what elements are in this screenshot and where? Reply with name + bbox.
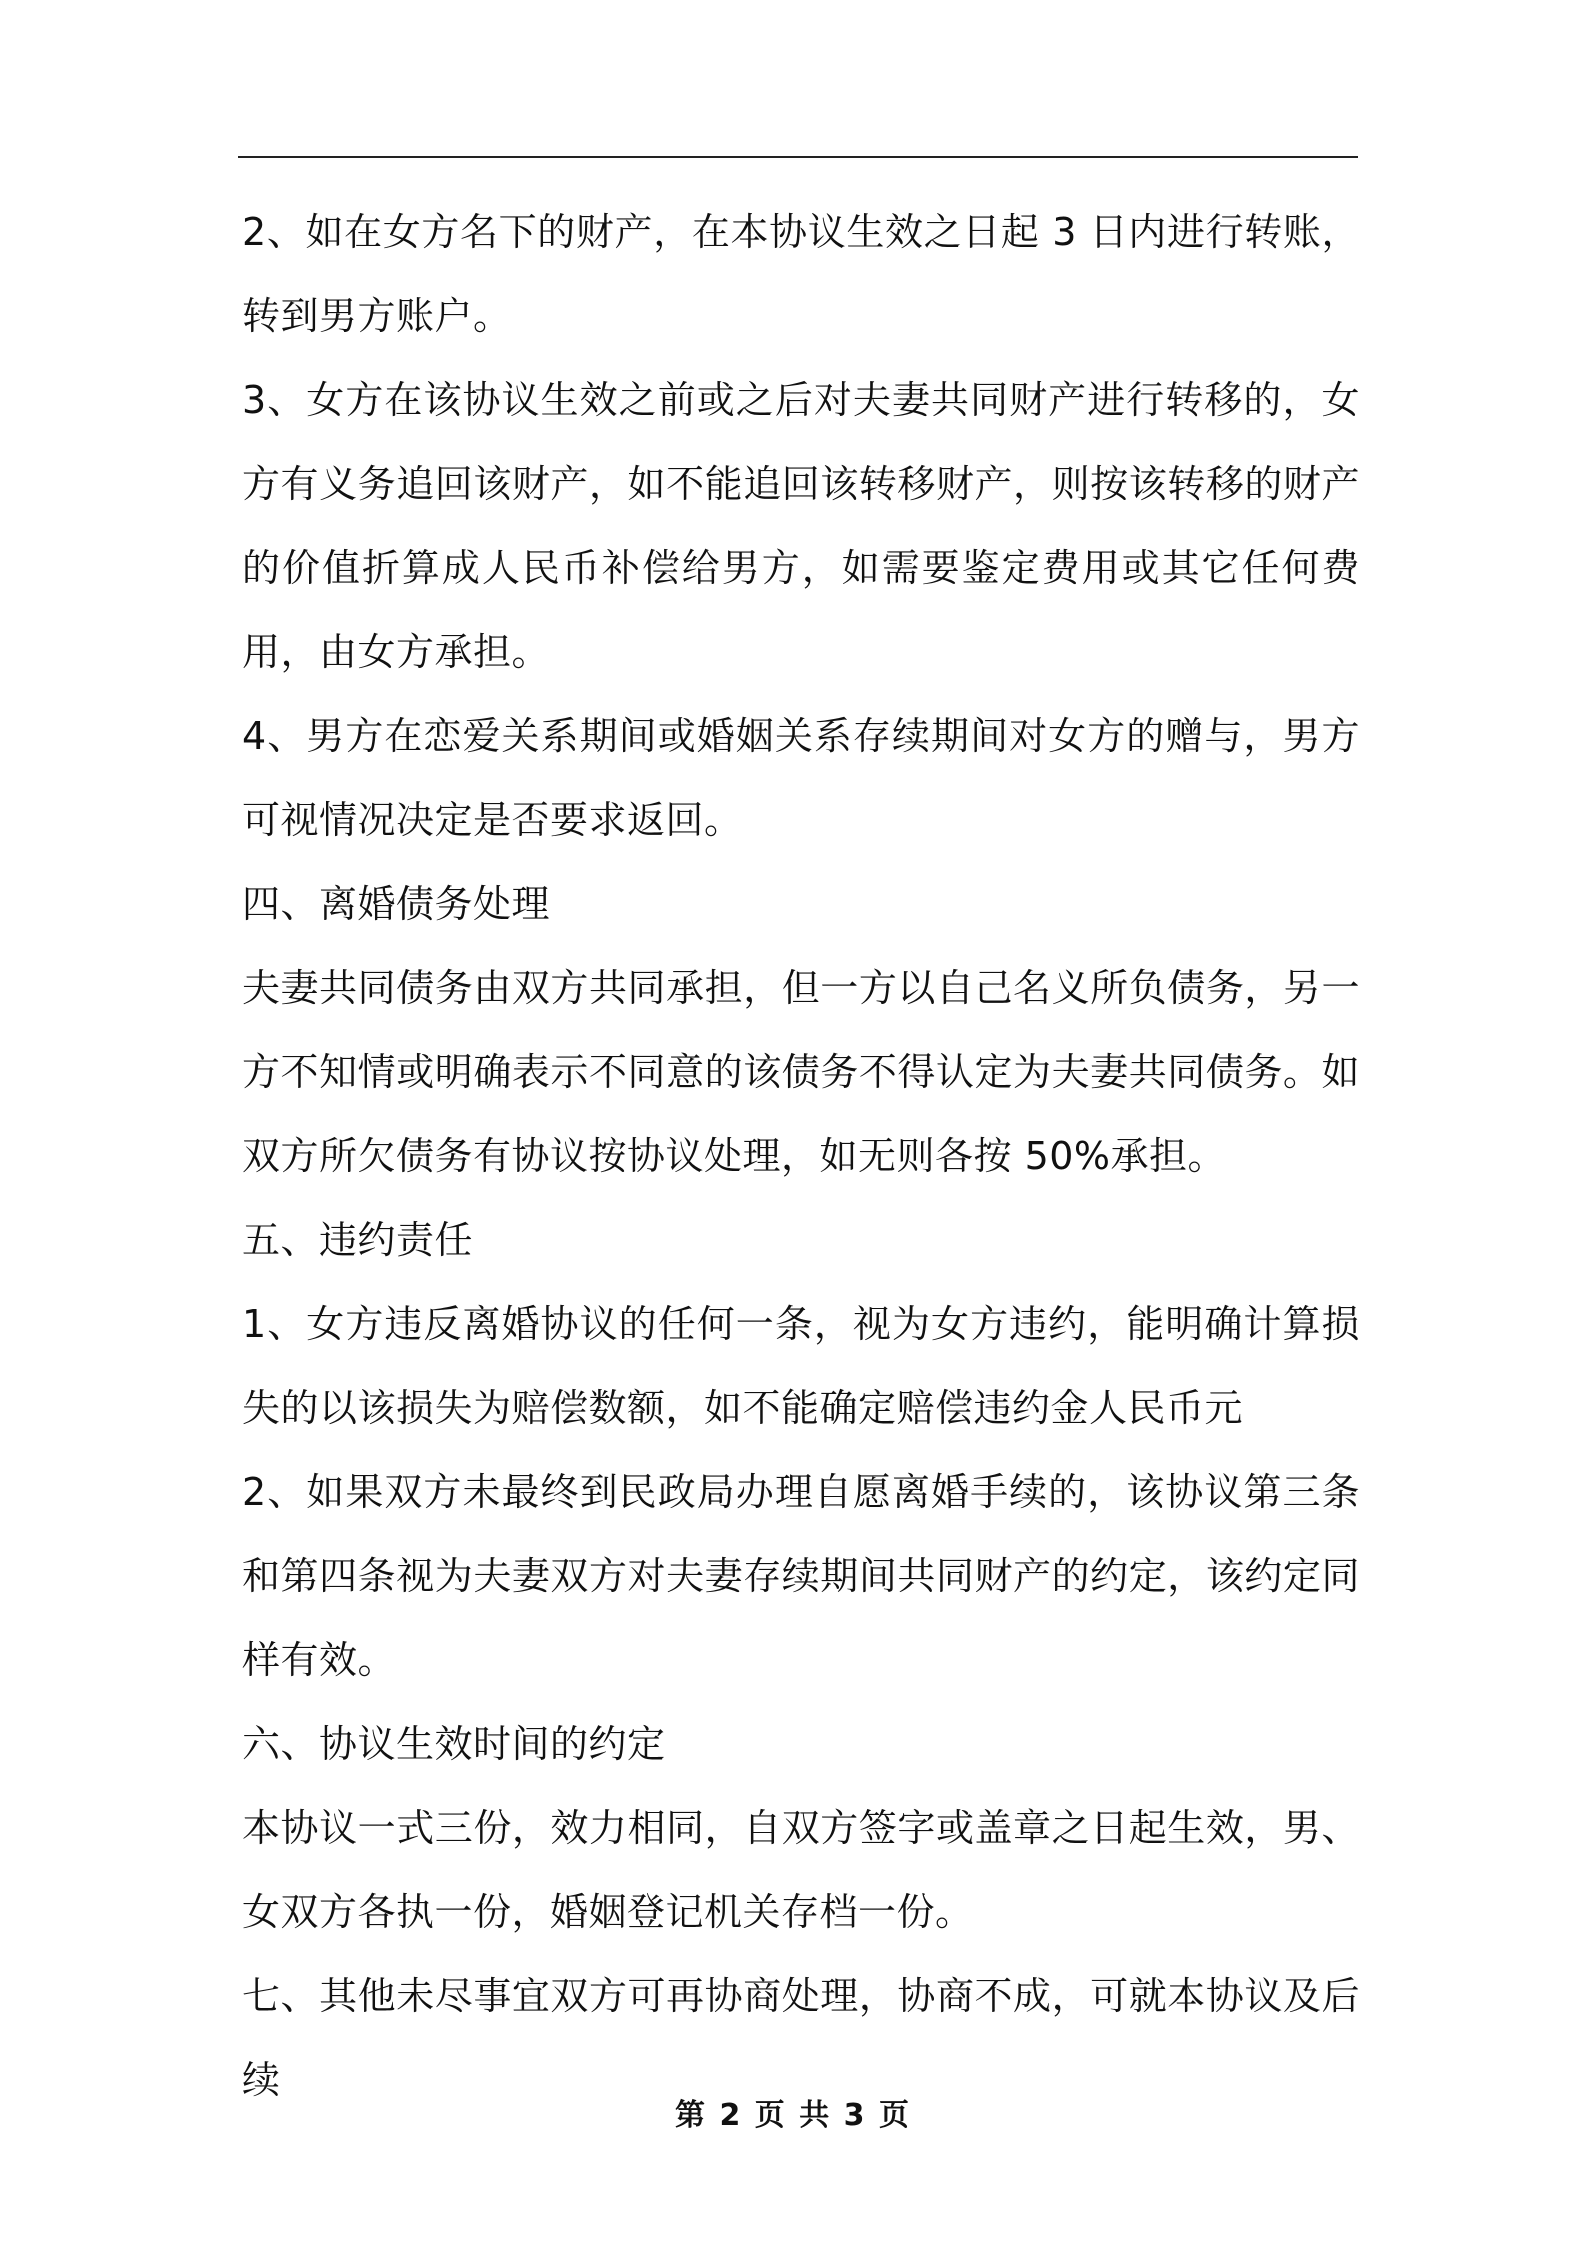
section-heading-breach: 五、违约责任 xyxy=(242,1218,474,1262)
section-other-matters: 七、其他未尽事宜双方可再协商处理，协商不成，可就本协议及后续 xyxy=(242,1974,1360,2102)
breach-clause-2: 2、如果双方未最终到民政局办理自愿离婚手续的，该协议第三条和第四条视为夫妻双方对夫妻存续期间共同财产的约定，该约定同样有效。 xyxy=(242,1470,1360,1682)
header-rule xyxy=(238,156,1358,158)
document-body xyxy=(242,190,1360,2122)
debts-paragraph: 夫妻共同债务由双方共同承担，但一方以自己名义所负债务，另一方不知情或明确表示不同意的该债务不得认定为夫妻共同债务。如双方所欠债务有协议按协议处理，如无则各按 50%承担。 xyxy=(242,966,1360,1178)
clause-2-transfer: 2、如在女方名下的财产，在本协议生效之日起 3 日内进行转账，转到男方账户。 xyxy=(242,210,1360,338)
section-heading-effective-time: 六、协议生效时间的约定 xyxy=(242,1722,666,1766)
clause-4-gifts: 4、男方在恋爱关系期间或婚姻关系存续期间对女方的赠与，男方可视情况决定是否要求返回。 xyxy=(242,714,1360,842)
breach-clause-1: 1、女方违反离婚协议的任何一条，视为女方违约，能明确计算损失的以该损失为赔偿数额，如不能确定赔偿违约金人民币元 xyxy=(242,1302,1360,1430)
effective-time-paragraph: 本协议一式三份，效力相同，自双方签字或盖章之日起生效，男、女双方各执一份，婚姻登记机关存档一份。 xyxy=(242,1806,1360,1934)
section-heading-debts: 四、离婚债务处理 xyxy=(242,882,551,926)
clause-3-recovery: 3、女方在该协议生效之前或之后对夫妻共同财产进行转移的，女方有义务追回该财产，如不能追回该转移财产，则按该转移的财产的价值折算成人民币补偿给男方，如需要鉴定费用或其它任何费用，由女方承担。 xyxy=(242,378,1360,674)
page-number-footer: 第 2 页 共 3 页 xyxy=(675,2098,911,2133)
